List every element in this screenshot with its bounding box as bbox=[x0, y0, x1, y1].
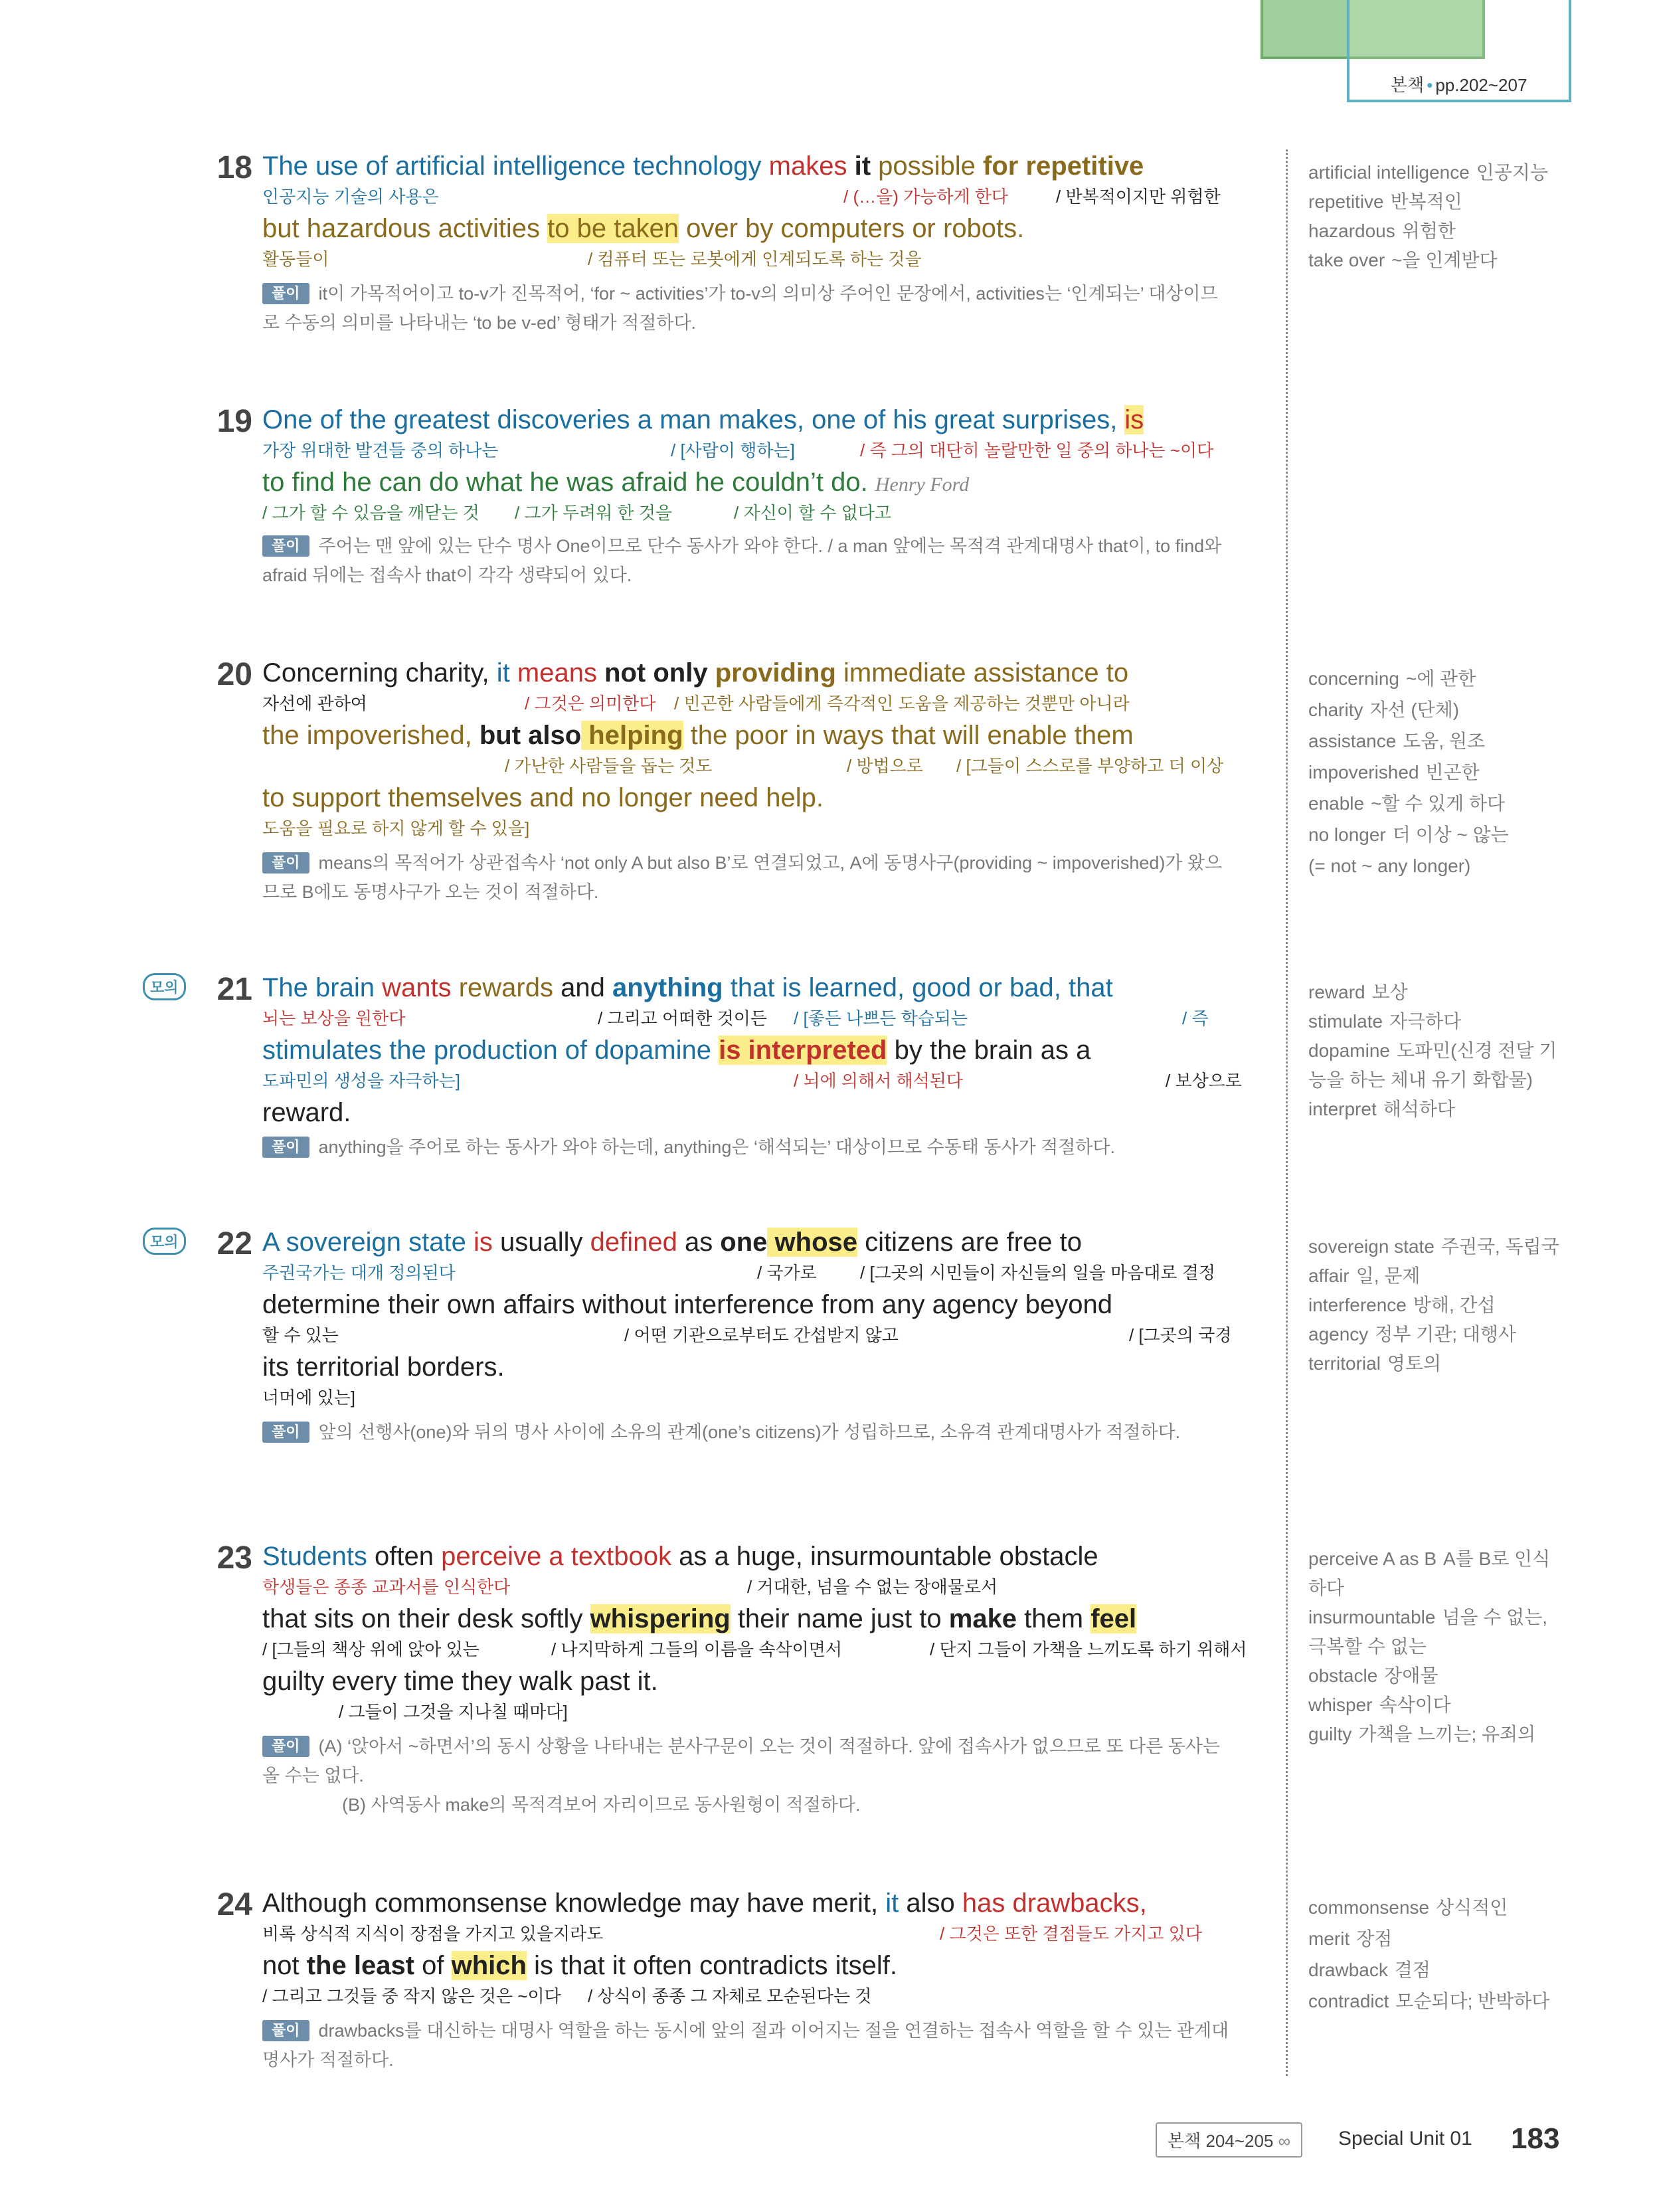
vocab-item: no longer 더 이상 ~ 않는 bbox=[1308, 824, 1509, 845]
solution-tag: 풀이 bbox=[262, 535, 309, 557]
vocab-item: stimulate 자극하다 bbox=[1308, 1011, 1462, 1032]
vocab-list bbox=[1308, 1892, 1567, 2017]
translation-line: 할 수 있는 / 어떤 기관으로부터도 간섭받지 않고 / [그곳의 국경 bbox=[262, 1325, 1232, 1345]
link-icon: ∞ bbox=[1278, 2131, 1291, 2151]
vocab-list bbox=[1308, 158, 1567, 275]
page-number: 183 bbox=[1511, 2122, 1560, 2155]
vocab-item: reward 보상 bbox=[1308, 982, 1408, 1002]
translation-line: / 그들이 그것을 지나칠 때마다] bbox=[339, 1702, 568, 1722]
sentence-line: its territorial borders. bbox=[262, 1352, 505, 1382]
vocab-item: whisper 속삭이다 bbox=[1308, 1695, 1451, 1715]
solution-tag: 풀이 bbox=[262, 1137, 309, 1158]
translation-line: 뇌는 보상을 원한다 / 그리고 어떠한 것이든 / [좋든 나쁘든 학습되는 / 즉 bbox=[262, 1008, 1209, 1028]
vocab-item: dopamine 도파민(신경 전달 기능을 하는 체내 유기 화합물) bbox=[1308, 1040, 1557, 1090]
sentence-line: not the least of which is that it often contradicts itself. bbox=[262, 1951, 897, 1980]
mock-exam-badge: 모의 bbox=[143, 973, 186, 1000]
solution-note: 풀이 drawbacks를 대신하는 대명사 역할을 하는 동시에 앞의 절과 이어지는 절을 연결하는 접속사 역할을 할 수 있는 관계대명사가 적절하다. bbox=[262, 2021, 1229, 2070]
translation-line: 너머에 있는] bbox=[262, 1388, 356, 1408]
main-book-reference: 본책 204~205 ∞ bbox=[1156, 2122, 1302, 2158]
sentence-line: to support themselves and no longer need help. bbox=[262, 783, 824, 812]
translation-line: 도움을 필요로 하지 않게 할 수 있을] bbox=[262, 818, 530, 838]
solution-tag: 풀이 bbox=[262, 2020, 309, 2041]
vocab-item: drawback 결점 bbox=[1308, 1960, 1431, 1980]
vocab-item: repetitive 반복적인 bbox=[1308, 191, 1462, 212]
question-number: 22 bbox=[217, 1226, 252, 1261]
vocab-item: commonsense 상식적인 bbox=[1308, 1897, 1508, 1918]
vocab-item: guilty 가책을 느끼는; 유죄의 bbox=[1308, 1724, 1536, 1744]
vocab-item: impoverished 빈곤한 bbox=[1308, 762, 1480, 783]
sentence-line: the impoverished, but also helping the poor in ways that will enable them bbox=[262, 721, 1134, 750]
sentence-line: that sits on their desk softly whispering their name just to make them feel bbox=[262, 1604, 1137, 1633]
vocab-item: (= not ~ any longer) bbox=[1308, 856, 1471, 876]
sentence-line: stimulates the production of dopamine is interpreted by the brain as a bbox=[262, 1036, 1091, 1065]
vocab-item: affair 일, 문제 bbox=[1308, 1265, 1421, 1286]
bullet-icon: • bbox=[1427, 75, 1433, 95]
vocab-item: artificial intelligence 인공지능 bbox=[1308, 162, 1548, 183]
vocab-item: concerning ~에 관한 bbox=[1308, 668, 1476, 689]
vocab-item: contradict 모순되다; 반박하다 bbox=[1308, 1991, 1550, 2011]
vocab-item: hazardous 위험한 bbox=[1308, 221, 1456, 241]
sentence-line: Although commonsense knowledge may have merit, it also has drawbacks, bbox=[262, 1889, 1147, 1918]
sentence-line: One of the greatest discoveries a man makes, one of his great surprises, is bbox=[262, 405, 1144, 434]
page-reference bbox=[1391, 72, 1527, 96]
question-number: 18 bbox=[217, 150, 252, 185]
solution-note: 풀이 앞의 선행사(one)와 뒤의 명사 사이에 소유의 관계(one’s citizens)가 성립하므로, 소유격 관계대명사가 적절하다. bbox=[262, 1418, 1232, 1447]
unit-label: Special Unit 01 bbox=[1338, 2128, 1472, 2150]
translation-line: 도파민의 생성을 자극하는] / 뇌에 의해서 해석된다 / 보상으로 bbox=[262, 1071, 1242, 1091]
vocab-list bbox=[1308, 1232, 1567, 1378]
sentence-line: to find he can do what he was afraid he couldn’t do. Henry Ford bbox=[262, 468, 970, 497]
book-label: 본책 bbox=[1391, 75, 1425, 95]
translation-line: 비록 상식적 지식이 장점을 가지고 있을지라도 / 그것은 또한 결점들도 가지고 있다 bbox=[262, 1924, 1202, 1944]
solution-tag: 풀이 bbox=[262, 852, 309, 874]
vocab-list bbox=[1308, 1544, 1567, 1749]
vocab-item: agency 정부 기관; 대행사 bbox=[1308, 1324, 1516, 1344]
sentence-line: A sovereign state is usually defined as one whose citizens are free to bbox=[262, 1228, 1082, 1257]
question-number: 24 bbox=[217, 1887, 252, 1922]
question-number: 23 bbox=[217, 1540, 252, 1576]
solution-tag: 풀이 bbox=[262, 1736, 309, 1757]
translation-line: 주권국가는 대개 정의된다 / 국가로 / [그곳의 시민들이 자신들의 일을 마음대로 결정 bbox=[262, 1263, 1215, 1283]
vocab-item: obstacle 장애물 bbox=[1308, 1665, 1438, 1686]
sentence-line: Students often perceive a textbook as a huge, insurmountable obstacle bbox=[262, 1542, 1098, 1571]
vocab-item: enable ~할 수 있게 하다 bbox=[1308, 793, 1506, 814]
vocab-list bbox=[1308, 978, 1567, 1124]
vocab-item: charity 자선 (단체) bbox=[1308, 699, 1460, 720]
solution-note: 풀이 anything을 주어로 하는 동사가 와야 하는데, anything은 ‘해석되는’ 대상이므로 수동태 동사가 적절하다. bbox=[262, 1133, 1232, 1162]
page-footer bbox=[1156, 2122, 1567, 2162]
vocab-item: assistance 도움, 원조 bbox=[1308, 731, 1486, 751]
vocab-item: territorial 영토의 bbox=[1308, 1353, 1442, 1374]
vocab-item: perceive A as B A를 B로 인식하다 bbox=[1308, 1548, 1551, 1598]
sentence-line: Concerning charity, it means not only providing immediate assistance to bbox=[262, 658, 1129, 688]
sentence-line: reward. bbox=[262, 1098, 351, 1127]
vocab-item: interpret 해석하다 bbox=[1308, 1099, 1455, 1119]
sentence-line: determine their own affairs without interference from any agency beyond bbox=[262, 1290, 1112, 1319]
solution-tag: 풀이 bbox=[262, 283, 309, 304]
sentence-line: guilty every time they walk past it. bbox=[262, 1667, 658, 1696]
question-number: 19 bbox=[217, 404, 252, 439]
translation-line: 자선에 관하여 / 그것은 의미한다 / 빈곤한 사람들에게 즉각적인 도움을 제공하는 것뿐만 아니라 bbox=[262, 693, 1130, 713]
translation-line: / 그가 할 수 있음을 깨닫는 것 / 그가 두려워 한 것을 / 자신이 할 수 없다고 bbox=[262, 503, 892, 523]
mock-exam-badge: 모의 bbox=[143, 1228, 186, 1255]
translation-line: 인공지능 기술의 사용은 / (…을) 가능하게 한다 / 반복적이지만 위험한 bbox=[262, 187, 1221, 207]
translation-line: 학생들은 종종 교과서를 인식한다 / 거대한, 넘을 수 없는 장애물로서 bbox=[262, 1577, 998, 1597]
question-number: 21 bbox=[217, 972, 252, 1007]
translation-line: / [그들의 책상 위에 앉아 있는 / 나지막하게 그들의 이름을 속삭이면서 / 단지 그들이 가책을 느끼도록 하기 위해서 bbox=[262, 1639, 1247, 1659]
translation-line: 가장 위대한 발견들 중의 하나는 / [사람이 행하는] / 즉 그의 대단히 놀랄만한 일 중의 하나는 ~이다 bbox=[262, 440, 1214, 460]
vocab-item: take over ~을 인계받다 bbox=[1308, 250, 1498, 270]
vocab-item: insurmountable 넘을 수 없는, 극복할 수 없는 bbox=[1308, 1607, 1548, 1657]
column-divider bbox=[1286, 149, 1288, 2076]
sentence-line: The brain wants rewards and anything that is learned, good or bad, that bbox=[262, 973, 1113, 1002]
translation-line: 활동들이 / 컴퓨터 또는 로봇에게 인계되도록 하는 것을 bbox=[262, 249, 922, 269]
vocab-list bbox=[1308, 663, 1567, 881]
page-range: pp.202~207 bbox=[1435, 75, 1527, 95]
solution-note: 풀이 means의 목적어가 상관접속사 ‘not only A but also B’로 연결되었고, A에 동명사구(providing ~ impoverished)가 왔으므로 B에도 동명사구가 오는 것이 적절하다. bbox=[262, 853, 1223, 902]
question-number: 20 bbox=[217, 657, 252, 692]
sentence-line: but hazardous activities to be taken over by computers or robots. bbox=[262, 214, 1025, 243]
translation-line: / 그리고 그것들 중 작지 않은 것은 ~이다 / 상식이 종종 그 자체로 모순된다는 것 bbox=[262, 1986, 872, 2006]
vocab-item: sovereign state 주권국, 독립국 bbox=[1308, 1236, 1559, 1257]
sentence-line: The use of artificial intelligence technology makes it possible for repetitive bbox=[262, 151, 1144, 181]
solution-tag: 풀이 bbox=[262, 1422, 309, 1443]
vocab-item: interference 방해, 간섭 bbox=[1308, 1295, 1496, 1315]
solution-note: 풀이 주어는 맨 앞에 있는 단수 명사 One이므로 단수 동사가 와야 한다. / a man 앞에는 목적격 관계대명사 that이, to find와 afraid 뒤에는 접속사 that이 각각 생략되어 있다. bbox=[262, 536, 1222, 585]
vocab-item: merit 장점 bbox=[1308, 1928, 1393, 1949]
solution-note: 풀이 (A) ‘앉아서 ~하면서’의 동시 상황을 나타내는 분사구문이 오는 것이 적절하다. 앞에 접속사가 없으므로 또 다른 동사는 올 수는 없다. (B) 사역동사 make의 목적격보어 자리이므로 동사원형이 적절하다. bbox=[262, 1736, 1220, 1815]
solution-note: 풀이 it이 가목적어이고 to-v가 진목적어, ‘for ~ activities’가 to-v의 의미상 주어인 문장에서, activities는 ‘인계되는’ 대상이므로 수동의 의미를 나타내는 ‘to be v-ed’ 형태가 적절하다. bbox=[262, 284, 1218, 333]
